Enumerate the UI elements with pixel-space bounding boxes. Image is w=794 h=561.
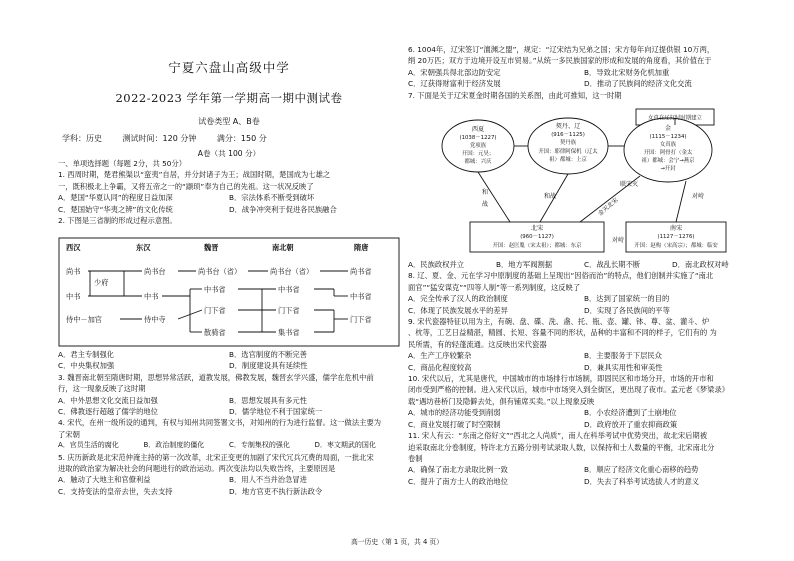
q1-option-c: C．楚国始守“华夷之辨”的文化传统 [58, 204, 173, 214]
q1-stem-line: 1. 西周时期，楚君熊渠以“蛮夷”自居，并分封诸子为王；战国时期，楚国成为七雄之 [58, 170, 331, 180]
donghan-shangshutai: 尚书台 [144, 267, 166, 276]
q9-option-b: B．主要服务于下层民众 [584, 351, 662, 361]
liao-info2: 祖）都城：上京 [549, 157, 587, 163]
q4-option-c: C．专制集权的强化 [229, 441, 290, 450]
jin-info2: 祖）都城：会宁→燕京 [641, 158, 695, 164]
nansong-name: 南宋 [669, 225, 683, 232]
q11-option-d: D．失去了科举考试选拔人才的意义 [584, 476, 700, 486]
q6-options-row2 [408, 78, 760, 89]
q9-stem-line: 民所需，有的轻蓬流通。这反映出宋代瓷器 [408, 339, 547, 349]
q8-option-b: B．达到了国家统一的目的 [584, 294, 670, 304]
jin-founder: 女真族 [659, 142, 677, 148]
liao-years: (916－1125) [551, 132, 585, 138]
q1-option-d: D．战争冲突利于促进各民族融合 [229, 204, 337, 214]
q6-options [408, 67, 760, 78]
era-weijin: 魏晋 [204, 243, 219, 252]
section-heading: 一、单项选择题（每题 2分，共 50分） [58, 159, 187, 168]
xixia-info1: 开国：元昊； [461, 151, 495, 157]
donghan-zhongshu: 中书 [144, 292, 159, 301]
three-provinces-diagram [58, 237, 400, 347]
q5-options-row2 [58, 486, 400, 497]
q2-option-a: A．君主专制强化 [58, 350, 115, 359]
q2-options-row2 [58, 360, 400, 371]
q2-option-b: B．选官制度的不断完善 [229, 350, 307, 359]
label-jinmiesong: 金灭北宋 [596, 196, 620, 218]
suitang-menxia: 门下省 [350, 315, 372, 324]
q8-options [408, 293, 760, 304]
q4-stem-line: 4. 宋代，在州一级所设的通判，有权与知州共同签署文书，对知州的行为进行监督。这一做法主要为 [58, 418, 382, 428]
nansong-years: (1127－1276) [657, 234, 695, 240]
q11-option-a: A．确保了南北方录取比例一致 [408, 465, 508, 475]
q6-stem-line: 绢 20万匹；双方于边境开设互市贸易。”从统一多民族国家的形成和发展的角度看，其价值在于 [408, 56, 712, 66]
liao-info1: 开国：耶律阿保机（辽太 [538, 149, 598, 155]
right-column-top [408, 44, 760, 101]
q7-option-d: D．南北政权对峙 [672, 260, 729, 269]
xihan-shangshu: 尚书 [66, 267, 81, 276]
label-duizhi: 对峙 [692, 193, 705, 200]
q10-stem-line: 载“遇坊巷桥门及隐僻去处，俱有铺席买卖。”以上现象反映 [408, 396, 595, 406]
q9-option-d: D．兼具实用性和审美性 [584, 362, 663, 372]
q7-option-c: C．战乱长期不断 [584, 260, 641, 269]
liao-name: 契丹、辽 [555, 123, 581, 130]
q10-options [408, 407, 760, 418]
q9-options-row2 [408, 362, 760, 373]
q3-stem-line: 3. 魏晋南北朝至隋唐时期，思想异常活跃，道教发展，佛教发展，魏晋玄学兴盛，儒学在危机中前 [58, 372, 374, 382]
weijin-menxia: 门下省 [204, 306, 226, 315]
q5-option-b: B．用人不当并治急冒进 [229, 475, 307, 485]
q7-option-a: A．民族政权并立 [408, 260, 465, 269]
full-score: 满分：150 分 [216, 134, 267, 143]
q11-option-b: B．顺应了经济文化重心南移的趋势 [584, 465, 699, 475]
q7-stem: 7. 下面是关于辽宋夏金时期各国的关系图，由此可推知，这一时期 [408, 90, 622, 100]
q9-options [408, 350, 760, 361]
label-hezhan: 和战 [544, 193, 557, 200]
exam-title: 2022-2023 学年第一学期高一期中测试卷 [115, 91, 343, 105]
weijin-zhongshu: 中书省 [204, 285, 226, 294]
q1-option-a: A．楚国“华夏认同”的程度日益加深 [58, 193, 173, 203]
suitang-shangshu: 尚书省 [350, 267, 372, 276]
q11-stem-line: 卷制 [408, 453, 423, 463]
q3-option-b: B．思想发展具有多元性 [229, 395, 307, 405]
q9-option-c: C．商品化程度较高 [408, 362, 472, 372]
q4-option-a: A．官员生活的腐化 [58, 441, 119, 450]
diagram-connectors [88, 271, 348, 332]
q4-option-d: D．枣文期武的国化 [314, 441, 376, 450]
nansong-info: 开国：赵构（宋高宗）；都城：临安 [634, 243, 718, 249]
q11-options [408, 464, 760, 475]
label-lianmie: 联宋灭 [620, 181, 639, 188]
q5-stem-line: 5. 庆历新政是北宋范仲淹主持的第一次改革，北宋正变更的加剧了宋代冗兵冗费的局面，一批北宋 [58, 452, 374, 462]
beisong-name: 北宋 [530, 225, 544, 232]
era-nanbeichao: 南北朝 [272, 243, 294, 252]
q6-option-a: A．宋朝强兵得北部边防安定 [408, 67, 501, 77]
nbc-shangshu: 尚书台（省） [270, 267, 314, 276]
q5-stem-line: 进取的政治家为解决社会的问题进行的政治运动。两次变法均以失败告终，主要原因是 [58, 464, 336, 474]
q4-option-b: B．政治制度的僵化 [143, 441, 205, 450]
q8-option-a: A．完全传承了汉人的政治制度 [408, 294, 508, 304]
beisong-years: (960－1127) [520, 234, 554, 240]
q10-stem-line: 闭市受到严格的控制。进入宋代以后，城市中市场突入到全街区，更出现了夜市。孟元老《梦梁录》 [408, 385, 730, 395]
page-footer: 高一历史（第 1 页，共 4 页） [350, 538, 444, 546]
era-donghan: 东汉 [136, 243, 151, 252]
q2-option-c: C．中央集权加强 [58, 361, 115, 371]
era-xihan: 西汉 [66, 243, 81, 252]
weijin-sanji: 散骑省 [204, 328, 226, 337]
q1-options-row2 [58, 204, 400, 215]
q1-option-b: B．宗法体系不断受到破坏 [229, 193, 315, 203]
q3-options-row2 [58, 406, 400, 417]
q5-option-d: D．地方官吏不执行新法政令 [229, 486, 323, 496]
school-name: 宁夏六盘山高级中学 [168, 60, 290, 75]
exam-info [62, 133, 285, 144]
xixia-founder: 党项族 [469, 143, 487, 149]
label-zhan: 战 [482, 201, 489, 208]
q5-option-a: A．触动了大地主和官僚利益 [58, 475, 151, 485]
q6-option-d: D．推动了民族间的经济文化交流 [584, 79, 692, 89]
q11-stem-line: 迫采取南北分卷制度，特许北方五路分别考试录取人数，以保持和士人数量的平衡，北宋南北分 [408, 442, 715, 452]
right-column-bottom [408, 259, 760, 487]
exam-time: 测试时间：120 分钟 [122, 134, 197, 143]
q9-stem-line: 9. 宋代瓷器特征以用为主，有碗、盘、碟、洗、盏、托、瓶、壶、罐、钵、尊、盆、灌斗、炉 [408, 317, 710, 327]
q2-option-d: D．制度建设具有延续性 [229, 361, 308, 371]
nbc-jishu: 集书省 [278, 328, 300, 337]
q5-options [58, 474, 400, 485]
q3-option-a: A．中外思想文化交流日益加强 [58, 395, 158, 405]
q8-option-d: D．实现了各民族间的平等 [584, 305, 670, 315]
xihan-shaofu: 少府 [94, 278, 109, 287]
xixia-info2: 都城：兴庆 [464, 159, 492, 165]
beisong-info: 开国：赵匡胤（宋太祖）；都城：东京 [492, 243, 582, 249]
xihan-zhongshu: 中书 [66, 292, 81, 301]
nbc-menxia: 门下省 [278, 306, 300, 315]
top-note: 女真在辽打时时期建立 [648, 115, 702, 122]
q3-options [58, 395, 400, 406]
xixia-years: (1038－1227) [459, 135, 497, 141]
volume-label: A卷（共 100 分） [197, 149, 261, 158]
q3-option-d: D．儒学地位不利于国家统一 [229, 407, 323, 417]
liao-founder: 契丹族 [559, 140, 577, 146]
q10-stem-line: 10. 宋代以后，尤其是唐代，中国城市的市场排行市场制，即固民区和市场分开，市场的开市和 [408, 374, 714, 384]
q8-options-row2 [408, 305, 760, 316]
q10-option-d: D．政府放开了重农抑商政策 [584, 419, 678, 429]
q9-stem-line: 、枕等，工艺日益精湛，精圆、长短、容量不同的形状，品种的丰富和不同的样子，它们有的 为 [408, 328, 717, 338]
q1-options [58, 192, 400, 203]
xixia-name: 西夏 [471, 126, 485, 133]
jin-info1: 开国：阿骨打（金太 [643, 150, 693, 156]
q10-option-c: C．商业发展打破了时空限制 [408, 419, 501, 429]
q2-options [58, 349, 400, 360]
xihan-shizhong: 侍中－加官 [66, 315, 102, 324]
q11-options-row2 [408, 476, 760, 487]
q11-stem-line: 11. 宋人有云：“东南之俗好文”“西北之人尚质”，南人在科举考试中优势突出，故北宋后期被 [408, 431, 708, 441]
left-column-bottom [58, 349, 400, 497]
q10-option-b: B．小农经济遭到了土崩地位 [584, 408, 677, 418]
dynasty-relation-map [440, 106, 730, 258]
q6-option-b: B．导致北宋财务化机加重 [584, 67, 670, 77]
subject: 学科：历史 [62, 134, 102, 143]
jin-name: 金 [664, 125, 672, 132]
label-duizhi-song: 对峙 [612, 237, 625, 244]
left-column-top [58, 158, 400, 226]
q3-option-c: C．佛教逐行超越了儒学的地位 [58, 407, 158, 417]
jin-years: (1115－1234) [649, 134, 687, 140]
suitang-zhongshu: 中书省 [350, 292, 372, 301]
q8-stem-line: 面官”“猛安谋克”“四等人制”等一系列制度，这反映了 [408, 282, 581, 292]
q4-stem-line: 了宋朝 [58, 429, 80, 439]
weijin-shangshu: 尚书台（省） [198, 267, 242, 276]
q10-option-a: A．城市的经济功能受到削弱 [408, 408, 501, 418]
q7-option-b: B．地方军阀割据 [496, 260, 553, 269]
q7-options [408, 259, 760, 270]
era-suitang: 隋唐 [354, 243, 369, 252]
q8-option-c: C．体现了民族发展水平的差异 [408, 305, 508, 315]
donghan-shizhongsi: 侍中寺 [144, 315, 166, 324]
q1-stem-line: 一，既积极北上争霸，又将五帝之一的“颛顼”奉为自己的先祖。这一状况反映了 [58, 181, 314, 191]
q10-options-row2 [408, 419, 760, 430]
q6-stem-line: 6. 1004年，辽宋签订“澶渊之盟”，规定：“辽宋结为兄弟之国；宋方每年向辽提供银 10万两， [408, 45, 715, 54]
jin-info3: →开封 [660, 166, 676, 172]
q6-option-c: C．辽获得财富利于经济发展 [408, 79, 501, 89]
label-he: 和 [482, 189, 489, 196]
q8-stem-line: 8. 辽、夏、金、元在学习中原制度的基础上呈现出“因俗而治”的特点，他们创制并实施了“南北 [408, 271, 714, 281]
nbc-zhongshu: 中书省 [278, 285, 300, 294]
q11-option-c: C．提升了南方士人的政治地位 [408, 476, 508, 486]
paper-type: 试卷类型 A、B卷 [198, 117, 260, 126]
q4-options [58, 440, 400, 451]
q3-stem-line: 行，这一现象反映了这时期 [58, 384, 146, 394]
q2-stem: 2. 下图是三省制的形成过程示意图。 [58, 216, 177, 226]
q9-option-a: A．生产工序较繁杂 [408, 351, 472, 361]
q5-option-c: C．支持变法的皇帝去世，失去支持 [58, 486, 173, 496]
